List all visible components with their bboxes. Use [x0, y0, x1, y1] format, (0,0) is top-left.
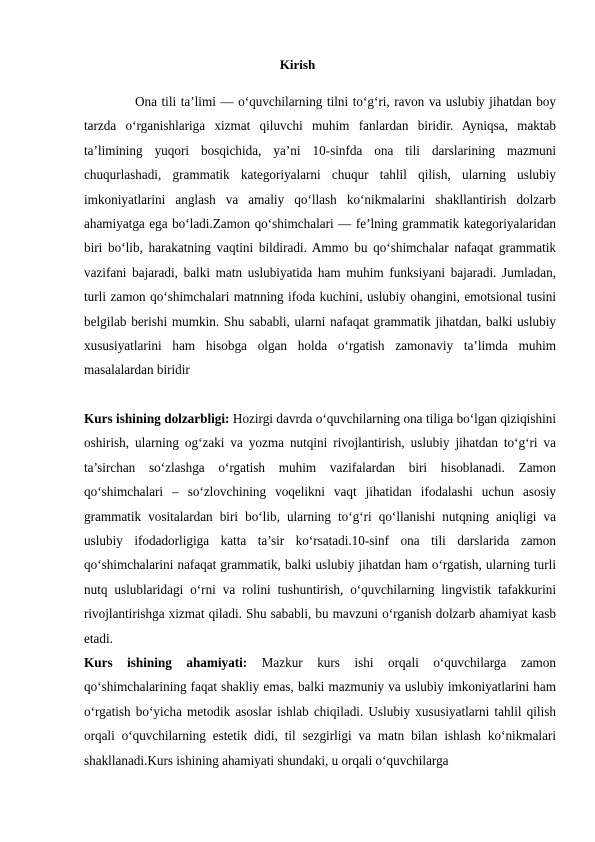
intro-paragraph — [84, 90, 556, 383]
importance-heading: Kurs ishining ahamiyati: — [84, 655, 248, 670]
relevance-heading: Kurs ishining dolzarbligi: — [84, 411, 230, 426]
relevance-paragraph — [84, 407, 556, 651]
paragraph-text: Hozirgi davrda o‘quvchilarning ona tiliga bo‘lgan qiziqishini oshirish, ularning og‘zaki va yozma nutqini rivojlantirish, uslubiy jihatdan to‘g‘ri va ta’sirchan so‘zlashga o‘rgatish muhim vazifalardan biri hisoblanadi. Zamon qo‘shimchalari – so‘zlovchining voqelikni vaqt jihatidan ifodalashi uchun asosiy grammatik vositalardan biri bo‘lib, ularning to‘g‘ri qo‘llanishi nutqning aniqligi va uslubiy ifodadorligiga katta ta’sir ko‘rsatadi.10-sinf ona tili darslarida zamon qo‘shimchalarini nafaqat grammatik, balki uslubiy jihatdan ham o‘rgatish, ularning turli nutq uslublaridagi o‘rni va rolini tushuntirish, o‘quvchilarning lingvistik tafakkurini rivojlantirishga xizmat qiladi. Shu sababli, bu mavzuni o‘rganish dolzarb ahamiyat kasb etadi. — [84, 411, 556, 646]
page-title: Kirish — [279, 57, 316, 72]
paragraph-text: Ona tili ta’limi — o‘quvchilarning tilni to‘g‘ri, ravon va uslubiy jihatdan boy tarzda o‘rganishlariga xizmat qiluvchi muhim fanlardan biridir. Ayniqsa, maktab ta’limining yuqori bosqichida, ya’ni 10-sinfda ona tili darslarining mazmuni chuqurlashadi, grammatik kategoriyalarni chuqur tahlil qilish, ularning uslubiy imkoniyatlarini anglash va amaliy qo‘llash ko‘nikmalarini shakllantirish dolzarb ahamiyatga ega bo‘ladi.Zamon qo‘shimchalari — fe’lning grammatik kategoriyalaridan biri bo‘lib, harakatning vaqtini bildiradi. Ammo bu qo‘shimchalar nafaqat grammatik vazifani bajaradi, balki matn uslubiyatida ham muhim funksiyani bajaradi. Jumladan, turli zamon qo‘shimchalari matnning ifoda kuchini, uslubiy ohangini, emotsional tusini belgilab berishi mumkin. Shu sababli, ularni nafaqat grammatik jihatdan, balki uslubiy xususiyatlarini ham hisobga olgan holda o‘rgatish zamonaviy ta’limda muhim masalalardan biridir — [84, 94, 556, 378]
paragraph-text: Mazkur kurs ishi orqali o‘quvchilarga zamon qo‘shimchalarining faqat shakliy emas, balki mazmuniy va uslubiy imkoniyatlarini ham o‘rgatish bo‘yicha metodik asoslar ishlab chiqiladi. Uslubiy xususiyatlarni tahlil qilish orqali o‘quvchilarning estetik didi, til sezgirligi va matn bilan ishlash ko‘nikmalari shakllanadi.Kurs ishining ahamiyati shundaki, u orqali o‘quvchilarga — [84, 655, 556, 768]
importance-paragraph — [84, 651, 556, 773]
